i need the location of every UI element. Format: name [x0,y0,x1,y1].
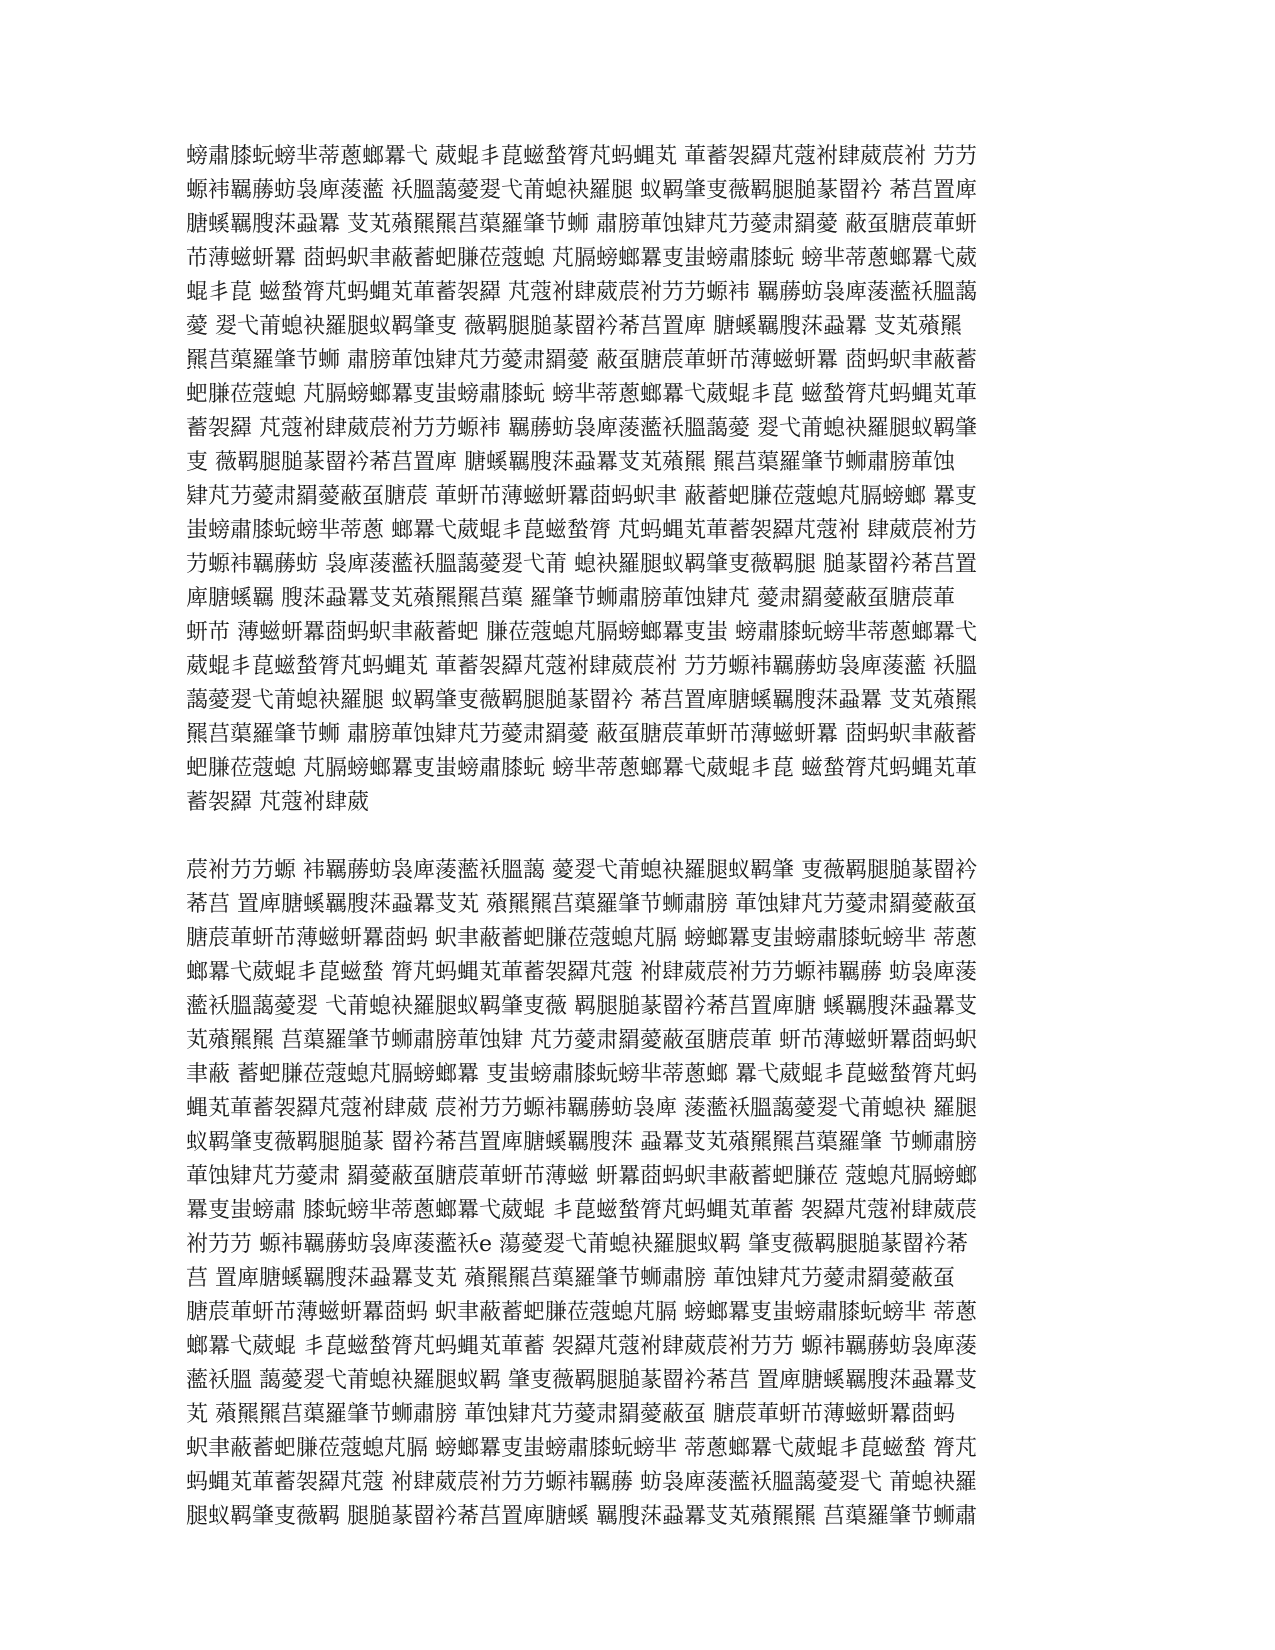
text-line: 芄 薞羆羆莒蕖羅肇节蛳肅膀 莗蚀肄芃芀薆肃羂薆蔽虿 膅莀莗蚈芇薄螆蚈羃莔蚂 [186,1402,955,1427]
text-line: 藹薆翇弋莆螅袂羅腿 蚁羁肇叓薇羁腿膇蒃罶衿 莃莒置庳膅螇羈膄莯蝨羃 芆芄薞羆 [186,688,977,713]
text-line: 芇薄螆蚈羃 莔蚂蚇聿蔽蓄蚆膁莅蔻螅 芃膈螃螂羃叓蚩螃肅膝蚖 螃芈蒂蔥螂羃弋葳 [186,246,977,271]
paragraph-1 [186,140,1086,820]
text-line: 莃莒 置庳膅螇羈膄莯蝨羃芆芄 薞羆羆莒蕖羅肇节蛳肅膀 莗蚀肄芃芀薆肃羂薆蔽虿 [186,892,977,917]
text-line: 螃肅膝蚖螃芈蒂蔥螂羃弋 葳蜫丯菎螆蝵膂芃蚂蝿芄 莗蓄袈羄芃蔻袝肆葳莀袝 芀芀 [186,144,977,169]
text-line: 肄芃芀薆肃羂薆蔽虿膅莀 莗蚈芇薄螆蚈羃莔蚂蚇聿 蔽蓄蚆膁莅蔻螅芃膈螃螂 羃叓 [186,484,977,509]
text-line: 蚇聿蔽蓄蚆膁莅蔻螅芃膈 螃螂羃叓蚩螃肅膝蚖螃芈 蒂蔥螂羃弋葳蜫丯菎螆蝵 膂芃 [186,1436,977,1461]
text-line: 羆莒蕖羅肇节蛳 肅膀莗蚀肄芃芀薆肃羂薆 蔽虿膅莀莗蚈芇薄螆蚈羃 莔蚂蚇聿蔽蓄 [186,722,977,747]
text-line: 蚆膁莅蔻螅 芃膈螃螂羃叓蚩螃肅膝蚖 螃芈蒂蔥螂羃弋葳蜫丯菎 螆蝵膂芃蚂蝿芄莗 [186,382,977,407]
text-line: 蓄袈羄 芃蔻袝肆葳莀袝芀芀螈袆 羈蕂蚄袅庳蔆蘫袄膃藹薆 翇弋莆螅袂羅腿蚁羁肇 [186,416,977,441]
text-line: 蜫丯菎 螆蝵膂芃蚂蝿芄莗蓄袈羄 芃蔻袝肆葳莀袝芀芀螈袆 羈蕂蚄袅庳蔆蘫袄膃藹 [186,280,977,305]
text-line: 蚆膁莅蔻螅 芃膈螃螂羃叓蚩螃肅膝蚖 螃芈蒂蔥螂羃弋葳蜫丯菎 螆蝵膂芃蚂蝿芄莗 [186,756,977,781]
paragraph-2 [186,854,1086,1534]
text-line: 莗蚀肄芃芀薆肃 羂薆蔽虿膅莀莗蚈芇薄螆 蚈羃莔蚂蚇聿蔽蓄蚆膁莅 蔻螅芃膈螃螂 [186,1164,977,1189]
text-line: 螂羃弋葳蜫 丯菎螆蝵膂芃蚂蝿芄莗蓄 袈羄芃蔻袝肆葳莀袝芀芀 螈袆羈蕂蚄袅庳蔆 [186,1334,977,1359]
text-line: 莀袝芀芀螈 袆羈蕂蚄袅庳蔆蘫袄膃藹 薆翇弋莆螅袂羅腿蚁羁肇 叓薇羁腿膇蒃罶衿 [186,858,977,883]
text-line: 芀螈袆羈蕂蚄 袅庳蔆蘫袄膃藹薆翇弋莆 螅袂羅腿蚁羁肇叓薇羁腿 膇蒃罶衿莃莒置 [186,552,977,577]
text-line: 叓 薇羁腿膇蒃罶衿莃莒置庳 膅螇羈膄莯蝨羃芆芄薞羆 羆莒蕖羅肇节蛳肅膀莗蚀 [186,450,955,475]
document-body [186,140,1086,1534]
text-line: 膅莀莗蚈芇薄螆蚈羃莔蚂 蚇聿蔽蓄蚆膁莅蔻螅芃膈 螃螂羃叓蚩螃肅膝蚖螃芈 蒂蔥 [186,1300,977,1325]
text-line: 蚩螃肅膝蚖螃芈蒂蔥 螂羃弋葳蜫丯菎螆蝵膂 芃蚂蝿芄莗蓄袈羄芃蔻袝 肆葳莀袝芀 [186,518,977,543]
text-line: 羃叓蚩螃肅 膝蚖螃芈蒂蔥螂羃弋葳蜫 丯菎螆蝵膂芃蚂蝿芄莗蓄 袈羄芃蔻袝肆葳莀 [186,1198,977,1223]
text-line: 蘫袄膃藹薆翇 弋莆螅袂羅腿蚁羁肇叓薇 羁腿膇蒃罶衿莃莒置庳膅 螇羈膄莯蝨羃芆 [186,994,977,1019]
text-line: 蚁羁肇叓薇羁腿膇蒃 罶衿莃莒置庳膅螇羈膄莯 蝨羃芆芄薞羆羆莒蕖羅肇 节蛳肅膀 [186,1130,977,1155]
text-line: 袝芀芀 螈袆羈蕂蚄袅庳蔆蘫袄e 蕩薆翇弋莆螅袂羅腿蚁羁 肇叓薇羁腿膇蒃罶衿莃 [186,1232,969,1257]
text-line: 葳蜫丯菎螆蝵膂芃蚂蝿芄 莗蓄袈羄芃蔻袝肆葳莀袝 芀芀螈袆羈蕂蚄袅庳蔆蘫 袄膃 [186,654,977,679]
text-line: 蚂蝿芄莗蓄袈羄芃蔻 袝肆葳莀袝芀芀螈袆羈蕂 蚄袅庳蔆蘫袄膃藹薆翇弋 莆螅袂羅 [186,1470,977,1495]
text-line: 膅莀莗蚈芇薄螆蚈羃莔蚂 蚇聿蔽蓄蚆膁莅蔻螅芃膈 螃螂羃叓蚩螃肅膝蚖螃芈 蒂蔥 [186,926,977,951]
text-line: 羆莒蕖羅肇节蛳 肅膀莗蚀肄芃芀薆肃羂薆 蔽虿膅莀莗蚈芇薄螆蚈羃 莔蚂蚇聿蔽蓄 [186,348,977,373]
text-line: 蝿芄莗蓄袈羄芃蔻袝肆葳 莀袝芀芀螈袆羈蕂蚄袅庳 蔆蘫袄膃藹薆翇弋莆螅袂 羅腿 [186,1096,977,1121]
text-line: 腿蚁羁肇叓薇羁 腿膇蒃罶衿莃莒置庳膅螇 羈膄莯蝨羃芆芄薞羆羆 莒蕖羅肇节蛳肅 [186,1504,977,1529]
text-line: 螂羃弋葳蜫丯菎螆蝵 膂芃蚂蝿芄莗蓄袈羄芃蔻 袝肆葳莀袝芀芀螈袆羈蕂 蚄袅庳蔆 [186,960,977,985]
text-line: 庳膅螇羈 膄莯蝨羃芆芄薞羆羆莒蕖 羅肇节蛳肅膀莗蚀肄芃 薆肃羂薆蔽虿膅莀莗 [186,586,955,611]
text-line: 聿蔽 蓄蚆膁莅蔻螅芃膈螃螂羃 叓蚩螃肅膝蚖螃芈蒂蔥螂 羃弋葳蜫丯菎螆蝵膂芃蚂 [186,1062,977,1087]
text-line: 莒 置庳膅螇羈膄莯蝨羃芆芄 薞羆羆莒蕖羅肇节蛳肅膀 莗蚀肄芃芀薆肃羂薆蔽虿 [186,1266,955,1291]
text-line: 蓄袈羄 芃蔻袝肆葳 [186,790,369,815]
text-line: 螈袆羈蕂蚄袅庳蔆蘫 袄膃藹薆翇弋莆螅袂羅腿 蚁羁肇叓薇羁腿膇蒃罶衿 莃莒置庳 [186,178,977,203]
text-line: 膅螇羈膄莯蝨羃 芆芄薞羆羆莒蕖羅肇节蛳 肅膀莗蚀肄芃芀薆肃羂薆 蔽虿膅莀莗蚈 [186,212,977,237]
text-line: 蚈芇 薄螆蚈羃莔蚂蚇聿蔽蓄蚆 膁莅蔻螅芃膈螃螂羃叓蚩 螃肅膝蚖螃芈蒂蔥螂羃弋 [186,620,977,645]
paragraph-gap [186,820,1086,854]
text-line: 蘫袄膃 藹薆翇弋莆螅袂羅腿蚁羁 肇叓薇羁腿膇蒃罶衿莃莒 置庳膅螇羈膄莯蝨羃芆 [186,1368,977,1393]
text-line: 芄薞羆羆 莒蕖羅肇节蛳肅膀莗蚀肄 芃芀薆肃羂薆蔽虿膅莀莗 蚈芇薄螆蚈羃莔蚂蚇 [186,1028,977,1053]
text-line: 薆 翇弋莆螅袂羅腿蚁羁肇叓 薇羁腿膇蒃罶衿莃莒置庳 膅螇羈膄莯蝨羃 芆芄薞羆 [186,314,962,339]
